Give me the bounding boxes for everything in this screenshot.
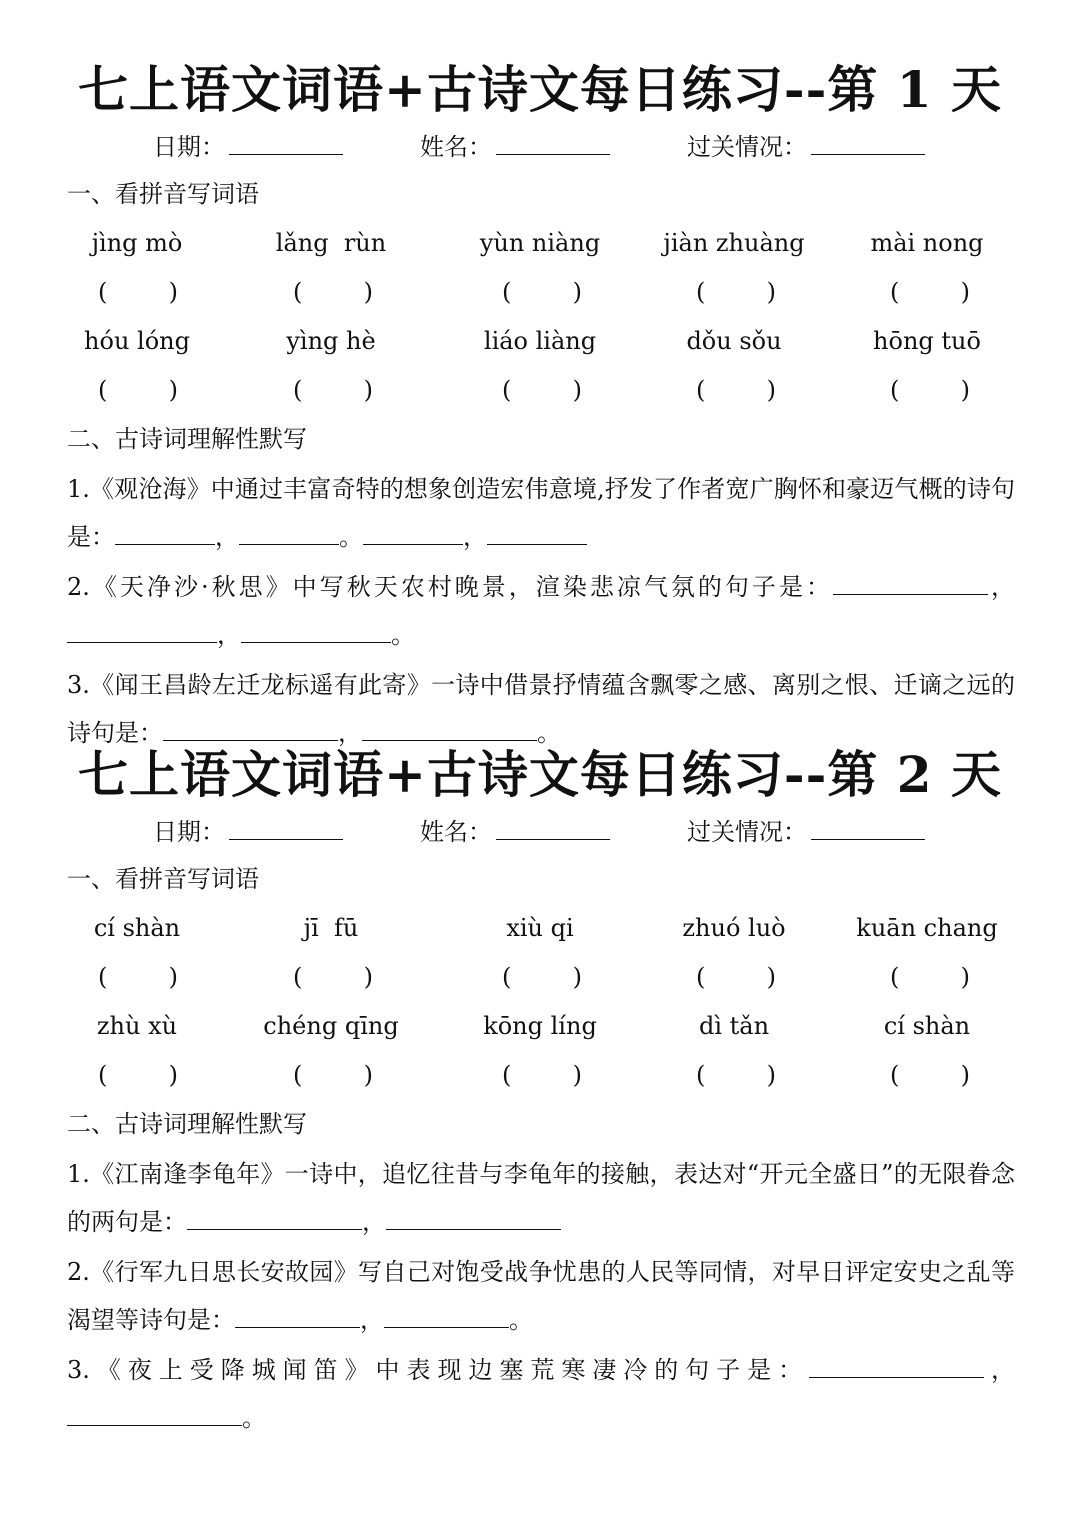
fill-blank[interactable] <box>67 1399 242 1426</box>
pinyin-word: zhuó luò <box>682 914 786 942</box>
page-title: 七上语文词语+古诗文每日练习--第 2 天 <box>77 745 1002 804</box>
header-fields <box>0 815 1080 847</box>
fill-blank[interactable] <box>187 1203 362 1230</box>
pinyin-row <box>0 226 1080 260</box>
status-field <box>687 815 925 848</box>
question-1: 1.《观沧海》中通过丰富奇特的想象创造宏伟意境,抒发了作者宽广胸怀和豪迈气概的诗句是： ， 。 ， <box>67 475 1015 551</box>
question-2: 2.《天净沙·秋思》中写秋天农村晚景，渲染悲凉气氛的句子是： ，， 。 <box>67 563 1015 659</box>
section-heading-pinyin: 一、看拼音写词语 <box>67 865 259 893</box>
fill-blank[interactable] <box>235 1301 360 1328</box>
date-label: 日期： <box>153 133 225 161</box>
page-title: 七上语文词语+古诗文每日练习--第 1 天 <box>77 60 1002 119</box>
fill-blank[interactable] <box>362 714 537 741</box>
fill-blank[interactable] <box>67 616 217 643</box>
fill-blank[interactable] <box>833 568 988 595</box>
pinyin-word: jī fū <box>303 914 359 942</box>
answer-row: ( ) ( ) ( ) ( ) ( ) <box>98 376 970 404</box>
status-blank[interactable] <box>811 815 925 840</box>
pinyin-word: zhù xù <box>96 1012 178 1040</box>
pinyin-word: mài nong <box>870 229 984 257</box>
name-field <box>420 130 610 163</box>
pinyin-word: cí shàn <box>93 914 181 942</box>
question-2: 2.《行军九日思长安故园》写自己对饱受战争忧患的人民等同情，对早日评定安史之乱等渴望等诗句是： ， 。 <box>67 1258 1015 1334</box>
pinyin-word: yìng hè <box>286 327 376 355</box>
date-blank[interactable] <box>229 130 343 155</box>
question-3: 3.《闻王昌龄左迁龙标遥有此寄》一诗中借景抒情蕴含飘零之感、离别之恨、迁谪之远的诗句是： ， 。 <box>67 671 1015 747</box>
date-field <box>153 815 343 848</box>
pinyin-word: xiù qi <box>506 914 574 942</box>
fill-blank[interactable] <box>809 1351 984 1378</box>
name-blank[interactable] <box>496 815 610 840</box>
status-field <box>687 130 925 163</box>
pinyin-row <box>0 324 1080 358</box>
date-blank[interactable] <box>229 815 343 840</box>
answer-row: ( ) ( ) ( ) ( ) ( ) <box>98 278 970 306</box>
pinyin-word: liáo liàng <box>483 327 597 355</box>
pinyin-word: jìng mò <box>91 229 183 257</box>
fill-blank[interactable] <box>363 518 463 545</box>
fill-blank[interactable] <box>163 714 338 741</box>
pinyin-row <box>0 911 1080 945</box>
name-blank[interactable] <box>496 130 610 155</box>
pinyin-word: lǎng rùn <box>275 229 387 257</box>
pinyin-word: jiàn zhuàng <box>663 229 805 257</box>
worksheet-day-1 <box>0 60 1080 750</box>
pinyin-word: kōng líng <box>483 1012 597 1040</box>
header-fields <box>0 130 1080 162</box>
pinyin-word: dǒu sǒu <box>686 327 782 355</box>
fill-blank[interactable] <box>487 518 587 545</box>
date-label: 日期： <box>153 818 225 846</box>
section-heading-poetry: 二、古诗词理解性默写 <box>67 1110 307 1138</box>
status-blank[interactable] <box>811 130 925 155</box>
name-field <box>420 815 610 848</box>
question-1: 1.《江南逢李龟年》一诗中，追忆往昔与李龟年的接触，表达对“开元全盛日”的无限眷念的两句是： ， <box>67 1160 1015 1236</box>
answer-row: ( ) ( ) ( ) ( ) ( ) <box>98 1061 970 1089</box>
section-heading-pinyin: 一、看拼音写词语 <box>67 180 259 208</box>
pinyin-word: hōng tuō <box>873 327 981 355</box>
pinyin-word: chéng qīng <box>263 1012 399 1040</box>
status-label: 过关情况： <box>687 133 807 161</box>
fill-blank[interactable] <box>241 616 391 643</box>
pinyin-word: hóu lóng <box>84 327 190 355</box>
answer-row: ( ) ( ) ( ) ( ) ( ) <box>98 963 970 991</box>
pinyin-word: cí shàn <box>883 1012 971 1040</box>
pinyin-row <box>0 1009 1080 1043</box>
fill-blank[interactable] <box>384 1301 509 1328</box>
fill-blank[interactable] <box>386 1203 561 1230</box>
pinyin-word: dì tǎn <box>698 1012 770 1040</box>
pinyin-word: yùn niàng <box>479 229 601 257</box>
worksheet-day-2 <box>0 745 1080 1435</box>
fill-blank[interactable] <box>239 518 339 545</box>
status-label: 过关情况： <box>687 818 807 846</box>
fill-blank[interactable] <box>115 518 215 545</box>
date-field <box>153 130 343 163</box>
name-label: 姓名： <box>420 818 492 846</box>
section-heading-poetry: 二、古诗词理解性默写 <box>67 425 307 453</box>
question-3: 3.《夜上受降城闻笛》中表现边塞荒寒凄冷的句子是： ，。 <box>67 1346 1015 1442</box>
name-label: 姓名： <box>420 133 492 161</box>
pinyin-word: kuān chang <box>856 914 998 942</box>
